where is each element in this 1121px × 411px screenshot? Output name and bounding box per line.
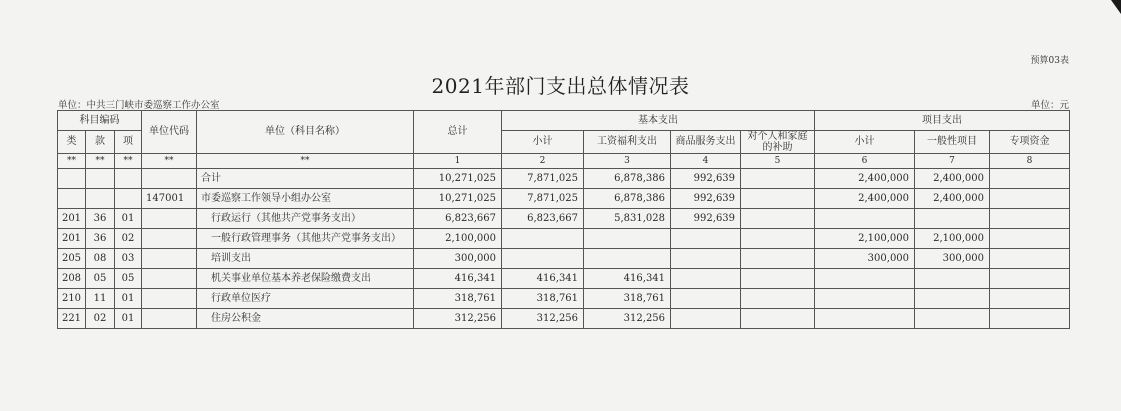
- wages-cell: 6,878,386: [584, 189, 671, 209]
- goods-cell: [671, 289, 741, 309]
- unit-code-cell: [142, 269, 197, 289]
- goods-cell: [671, 229, 741, 249]
- personal-cell: [741, 189, 815, 209]
- personal-cell: [741, 249, 815, 269]
- goods-cell: [671, 309, 741, 329]
- personal-cell: [741, 309, 815, 329]
- section-cell: 05: [86, 269, 115, 289]
- unit-name-cell: 住房公积金: [197, 309, 414, 329]
- general-projects-cell: [915, 269, 990, 289]
- wages-cell: 5,831,028: [584, 209, 671, 229]
- basic-subtotal-header: 小计: [502, 131, 584, 154]
- unit-code-cell: [142, 229, 197, 249]
- section-cell: [86, 169, 115, 189]
- table-row: [58, 209, 1070, 229]
- unit-name-cell: 市委巡察工作领导小组办公室: [197, 189, 414, 209]
- unit-code-cell: [142, 249, 197, 269]
- table-row: [58, 269, 1070, 289]
- special-funds-cell: [990, 309, 1070, 329]
- total-cell: 10,271,025: [414, 189, 502, 209]
- unit-code-cell: [142, 169, 197, 189]
- special-funds-header: 专项资金: [990, 131, 1070, 154]
- special-funds-cell: [990, 289, 1070, 309]
- table-row: [58, 289, 1070, 309]
- class-header: 类: [58, 131, 86, 154]
- section-cell: 11: [86, 289, 115, 309]
- special-funds-cell: [990, 189, 1070, 209]
- class-cell: 221: [58, 309, 86, 329]
- total-cell: 10,271,025: [414, 169, 502, 189]
- unit-name-cell: 一般行政管理事务（其他共产党事务支出）: [197, 229, 414, 249]
- basic-subtotal-cell: [502, 249, 584, 269]
- form-number: 预算03表: [1030, 56, 1069, 66]
- item-cell: [115, 169, 142, 189]
- unit-name-cell: 培训支出: [197, 249, 414, 269]
- item-cell: 05: [115, 269, 142, 289]
- general-projects-cell: 2,100,000: [915, 229, 990, 249]
- wages-cell: 312,256: [584, 309, 671, 329]
- general-projects-cell: 300,000: [915, 249, 990, 269]
- mark-cell: 1: [414, 154, 502, 169]
- table-row: [58, 309, 1070, 329]
- subject-code-header: 科目编码: [58, 111, 142, 131]
- goods-cell: 992,639: [671, 169, 741, 189]
- unit-code-cell: 147001: [142, 189, 197, 209]
- total-header: 总计: [414, 111, 502, 154]
- wages-cell: [584, 249, 671, 269]
- project-subtotal-header: 小计: [815, 131, 915, 154]
- goods-cell: [671, 249, 741, 269]
- personal-cell: [741, 289, 815, 309]
- goods-cell: [671, 269, 741, 289]
- currency-unit-label: 单位：元: [1030, 100, 1069, 111]
- personal-cell: [741, 269, 815, 289]
- mark-cell: 5: [741, 154, 815, 169]
- section-cell: 08: [86, 249, 115, 269]
- section-cell: [86, 189, 115, 209]
- general-projects-cell: 2,400,000: [915, 189, 990, 209]
- item-cell: 01: [115, 309, 142, 329]
- mark-cell: 7: [915, 154, 990, 169]
- project-subtotal-cell: 2,100,000: [815, 229, 915, 249]
- class-cell: [58, 189, 86, 209]
- class-cell: [58, 169, 86, 189]
- special-funds-cell: [990, 209, 1070, 229]
- unit-name-header: 单位（科目名称）: [197, 111, 414, 154]
- wages-welfare-header: 工资福利支出: [584, 131, 671, 154]
- wages-cell: [584, 229, 671, 249]
- item-header: 项: [115, 131, 142, 154]
- unit-name-cell: 行政运行（其他共产党事务支出）: [197, 209, 414, 229]
- total-cell: 6,823,667: [414, 209, 502, 229]
- mark-cell: **: [142, 154, 197, 169]
- class-cell: 208: [58, 269, 86, 289]
- expenditure-table: [57, 110, 1070, 329]
- wages-cell: 6,878,386: [584, 169, 671, 189]
- project-subtotal-cell: [815, 209, 915, 229]
- project-subtotal-cell: 2,400,000: [815, 189, 915, 209]
- column-index-row: [58, 154, 1070, 169]
- table-row: [58, 249, 1070, 269]
- organization-label: 单位：中共三门峡市委巡察工作办公室: [58, 100, 220, 111]
- item-cell: [115, 189, 142, 209]
- general-projects-header: 一般性项目: [915, 131, 990, 154]
- page-title: 2021年部门支出总体情况表: [431, 74, 690, 98]
- table-row: [58, 169, 1070, 189]
- basic-subtotal-cell: 416,341: [502, 269, 584, 289]
- mark-cell: **: [197, 154, 414, 169]
- unit-name-cell: 合计: [197, 169, 414, 189]
- project-subtotal-cell: [815, 309, 915, 329]
- project-subtotal-cell: [815, 289, 915, 309]
- special-funds-cell: [990, 249, 1070, 269]
- unit-name-cell: 行政单位医疗: [197, 289, 414, 309]
- section-cell: 36: [86, 209, 115, 229]
- table-row: [58, 229, 1070, 249]
- basic-expenditure-header: 基本支出: [502, 111, 815, 131]
- goods-services-header: 商品服务支出: [671, 131, 741, 154]
- class-cell: 201: [58, 209, 86, 229]
- special-funds-cell: [990, 169, 1070, 189]
- project-subtotal-cell: [815, 269, 915, 289]
- general-projects-cell: [915, 209, 990, 229]
- mark-cell: 4: [671, 154, 741, 169]
- class-cell: 205: [58, 249, 86, 269]
- general-projects-cell: [915, 289, 990, 309]
- unit-name-cell: 机关事业单位基本养老保险缴费支出: [197, 269, 414, 289]
- basic-subtotal-cell: 7,871,025: [502, 169, 584, 189]
- total-cell: 312,256: [414, 309, 502, 329]
- total-cell: 300,000: [414, 249, 502, 269]
- section-header: 款: [86, 131, 115, 154]
- basic-subtotal-cell: 318,761: [502, 289, 584, 309]
- personal-family-header: 对个人和家庭的补助: [741, 131, 815, 154]
- basic-subtotal-cell: [502, 229, 584, 249]
- project-subtotal-cell: 300,000: [815, 249, 915, 269]
- class-cell: 210: [58, 289, 86, 309]
- mark-cell: 3: [584, 154, 671, 169]
- personal-cell: [741, 169, 815, 189]
- section-cell: 02: [86, 309, 115, 329]
- mark-cell: 8: [990, 154, 1070, 169]
- mark-cell: **: [115, 154, 142, 169]
- personal-cell: [741, 209, 815, 229]
- total-cell: 2,100,000: [414, 229, 502, 249]
- section-cell: 36: [86, 229, 115, 249]
- general-projects-cell: 2,400,000: [915, 169, 990, 189]
- project-expenditure-header: 项目支出: [815, 111, 1070, 131]
- item-cell: 01: [115, 209, 142, 229]
- unit-code-header: 单位代码: [142, 111, 197, 154]
- project-subtotal-cell: 2,400,000: [815, 169, 915, 189]
- table-row: [58, 189, 1070, 209]
- item-cell: 03: [115, 249, 142, 269]
- goods-cell: 992,639: [671, 189, 741, 209]
- mark-cell: **: [86, 154, 115, 169]
- mark-cell: 6: [815, 154, 915, 169]
- item-cell: 01: [115, 289, 142, 309]
- mark-cell: 2: [502, 154, 584, 169]
- total-cell: 416,341: [414, 269, 502, 289]
- class-cell: 201: [58, 229, 86, 249]
- total-cell: 318,761: [414, 289, 502, 309]
- wages-cell: 318,761: [584, 289, 671, 309]
- personal-cell: [741, 229, 815, 249]
- unit-code-cell: [142, 209, 197, 229]
- mark-cell: **: [58, 154, 86, 169]
- special-funds-cell: [990, 229, 1070, 249]
- general-projects-cell: [915, 309, 990, 329]
- page-corner-shadow: [1111, 0, 1121, 14]
- special-funds-cell: [990, 269, 1070, 289]
- item-cell: 02: [115, 229, 142, 249]
- basic-subtotal-cell: 7,871,025: [502, 189, 584, 209]
- unit-code-cell: [142, 289, 197, 309]
- basic-subtotal-cell: 6,823,667: [502, 209, 584, 229]
- goods-cell: 992,639: [671, 209, 741, 229]
- unit-code-cell: [142, 309, 197, 329]
- wages-cell: 416,341: [584, 269, 671, 289]
- basic-subtotal-cell: 312,256: [502, 309, 584, 329]
